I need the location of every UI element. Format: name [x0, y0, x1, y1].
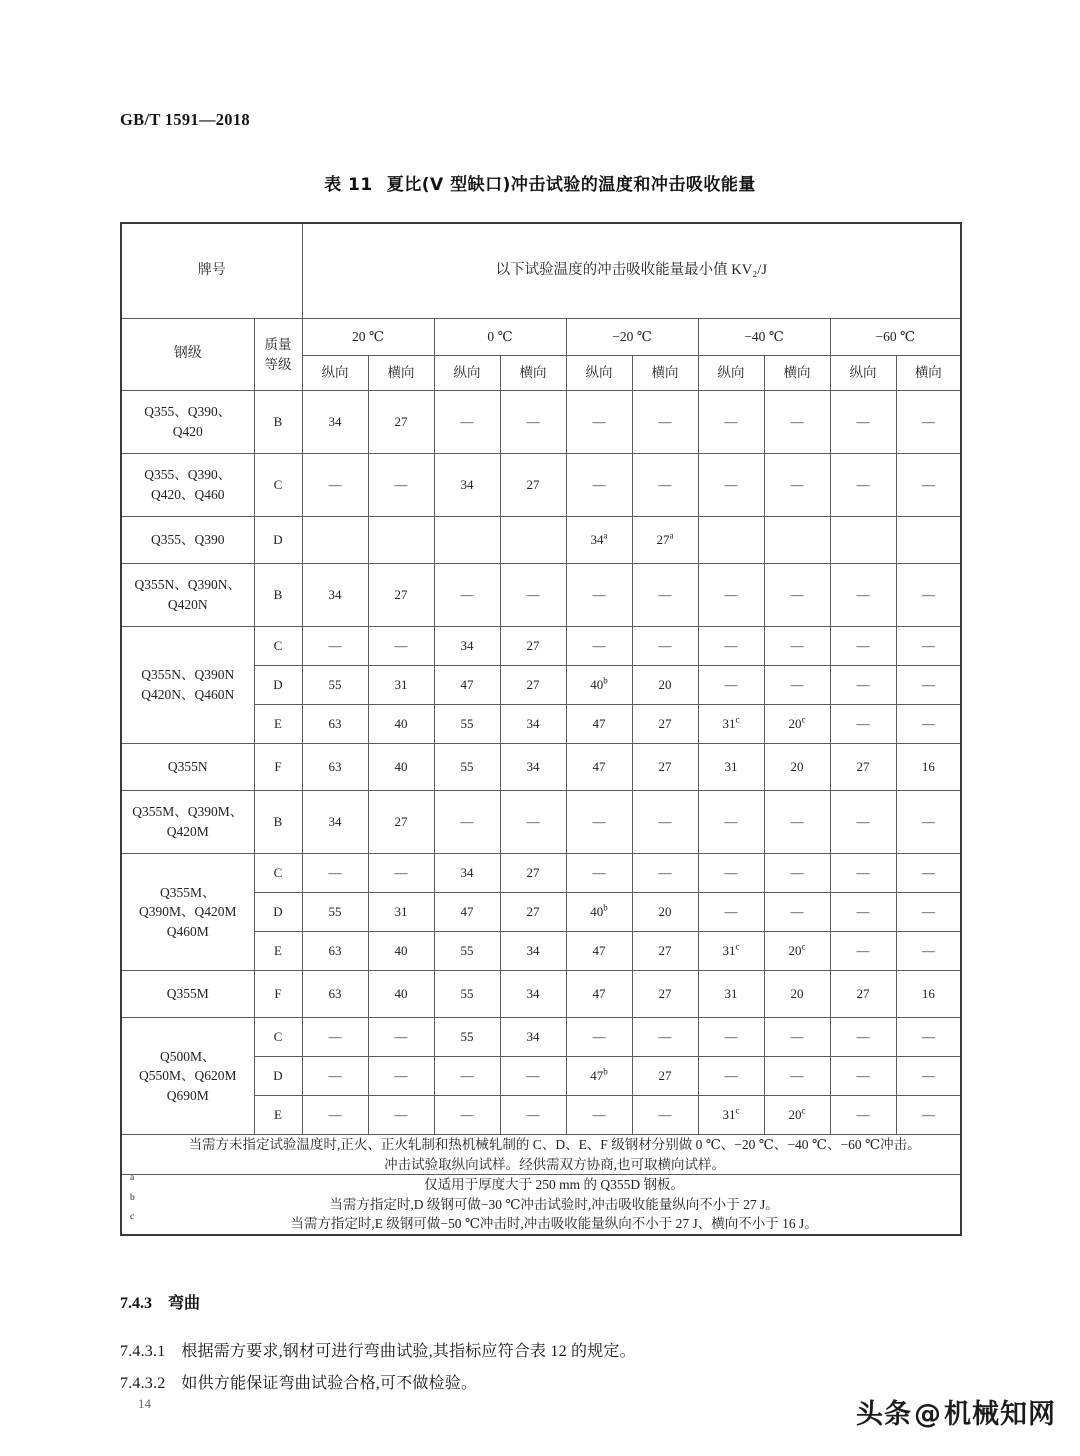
cell-value: — [830, 391, 896, 454]
cell-value: 34 [302, 791, 368, 854]
cell-value: — [896, 705, 961, 744]
header-brand: 牌号 [121, 223, 302, 319]
paragraph-7-4-3-2 [120, 1370, 477, 1393]
cell-value: — [632, 627, 698, 666]
header-temp-minus40: −40 ℃ [698, 319, 830, 356]
cell-value: 34 [434, 454, 500, 517]
cell-value: — [434, 1057, 500, 1096]
cell-value: — [896, 1096, 961, 1135]
watermark-at-symbol: @ [914, 1399, 942, 1430]
header-dir-long-m40: 纵向 [698, 356, 764, 391]
cell-value: 27 [368, 391, 434, 454]
watermark [856, 1392, 1056, 1431]
cell-value: 34 [500, 1018, 566, 1057]
cell-value: 40 [368, 932, 434, 971]
cell-value: — [698, 666, 764, 705]
cell-value: 40$^b$ [566, 666, 632, 705]
cell-value [764, 517, 830, 564]
footnote-c-mark: c [130, 1212, 135, 1223]
cell-value: — [764, 454, 830, 517]
header-dir-long-0: 纵向 [434, 356, 500, 391]
cell-value: — [632, 791, 698, 854]
cell-value: 27 [368, 791, 434, 854]
cell-value: 27 [632, 932, 698, 971]
cell-value: — [896, 627, 961, 666]
cell-value: — [434, 1096, 500, 1135]
header-temp-minus60: −60 ℃ [830, 319, 961, 356]
cell-value: 31$^c$ [698, 1096, 764, 1135]
cell-value [896, 517, 961, 564]
table-footnotes-row [121, 1175, 961, 1235]
cell-value: — [830, 1057, 896, 1096]
cell-value: — [434, 791, 500, 854]
cell-value: — [500, 791, 566, 854]
cell-value: 40$^b$ [566, 893, 632, 932]
cell-value: — [566, 854, 632, 893]
cell-brand-line: Q355N [167, 759, 208, 775]
cell-value: 31$^c$ [698, 705, 764, 744]
cell-quality-grade: B [254, 791, 302, 854]
cell-value: — [830, 791, 896, 854]
cell-value: 47 [566, 971, 632, 1018]
table-note-1: 当需方未指定试验温度时,正火、正火轧制和热机械轧制的 C、D、E、F 级钢材分别做 0 ℃、−20 ℃、−40 ℃、−60 ℃冲击。 [188, 1137, 921, 1152]
cell-value: — [302, 1057, 368, 1096]
cell-brand-line: Q420、Q460 [151, 487, 225, 502]
cell-value: 27 [500, 854, 566, 893]
cell-value: — [566, 564, 632, 627]
table-notes-row [121, 1135, 961, 1175]
cell-value: 47 [434, 666, 500, 705]
cell-value: — [830, 627, 896, 666]
cell-brand [121, 971, 254, 1018]
cell-quality-grade: F [254, 971, 302, 1018]
header-quality-level-line1: 质量 [264, 336, 292, 352]
paragraph-7-4-3-2-text: 如供方能保证弯曲试验合格,可不做检验。 [181, 1375, 478, 1392]
cell-value: — [830, 454, 896, 517]
cell-value: — [698, 854, 764, 893]
cell-brand-line: Q420N [167, 597, 208, 612]
cell-value: 63 [302, 932, 368, 971]
cell-value: — [302, 454, 368, 517]
cell-brand-line: Q390M、Q420M [138, 904, 237, 920]
standard-number: GB/T 1591—2018 [120, 110, 250, 129]
header-dir-long-m20: 纵向 [566, 356, 632, 391]
cell-value: 55 [434, 932, 500, 971]
cell-brand-line: Q420M [166, 824, 209, 839]
table-row [121, 564, 961, 627]
header-steel-grade: 钢级 [121, 319, 254, 391]
paragraph-7-4-3-1-number: 7.4.3.1 [120, 1343, 166, 1360]
cell-quality-grade: C [254, 454, 302, 517]
cell-value: — [434, 391, 500, 454]
cell-value: — [302, 1018, 368, 1057]
cell-value: — [764, 564, 830, 627]
cell-value: 40 [368, 971, 434, 1018]
cell-value: 34$^a$ [566, 517, 632, 564]
cell-value: — [830, 1018, 896, 1057]
cell-value: — [764, 627, 830, 666]
section-heading-7-4-3 [120, 1290, 200, 1313]
table-11 [120, 222, 962, 1236]
cell-brand-line: Q420N、Q460N [141, 687, 235, 702]
cell-value: 55 [434, 971, 500, 1018]
header-temp-minus20: −20 ℃ [566, 319, 698, 356]
cell-value: 34 [500, 705, 566, 744]
table-row [121, 791, 961, 854]
cell-value [698, 517, 764, 564]
cell-value: — [434, 564, 500, 627]
cell-value: 20$^c$ [764, 932, 830, 971]
cell-value: 27 [632, 705, 698, 744]
cell-value: — [368, 1018, 434, 1057]
cell-value: 27 [632, 744, 698, 791]
cell-value: — [896, 454, 961, 517]
cell-brand-line: Q355、Q390 [151, 532, 225, 548]
cell-value: 63 [302, 705, 368, 744]
cell-value: — [698, 627, 764, 666]
cell-value [500, 517, 566, 564]
cell-value: — [896, 854, 961, 893]
cell-value: — [698, 391, 764, 454]
cell-value: 63 [302, 971, 368, 1018]
cell-value: — [764, 1018, 830, 1057]
footnote-b [122, 1192, 960, 1215]
table-row [121, 391, 961, 454]
paragraph-7-4-3-2-number: 7.4.3.2 [120, 1375, 166, 1392]
cell-value: 20 [764, 744, 830, 791]
cell-value: — [764, 854, 830, 893]
cell-value [368, 517, 434, 564]
cell-quality-grade: D [254, 893, 302, 932]
cell-value: — [302, 1096, 368, 1135]
cell-value: — [566, 627, 632, 666]
cell-quality-grade: E [254, 1096, 302, 1135]
table-caption [0, 170, 1080, 195]
cell-value: — [698, 893, 764, 932]
cell-value: 20$^c$ [764, 705, 830, 744]
cell-value: — [368, 1096, 434, 1135]
cell-value: 31 [368, 893, 434, 932]
cell-value: 27 [500, 893, 566, 932]
cell-quality-grade: D [254, 517, 302, 564]
cell-value: — [632, 454, 698, 517]
header-quality-level-line2: 等级 [264, 356, 292, 372]
cell-value: — [368, 854, 434, 893]
cell-value: — [764, 666, 830, 705]
watermark-brand: 头条 [856, 1399, 912, 1430]
paragraph-7-4-3-1 [120, 1338, 636, 1361]
cell-brand [121, 627, 254, 744]
cell-value: 47 [566, 744, 632, 791]
section-heading-number: 7.4.3 [120, 1295, 152, 1312]
footnote-c-text: 当需方指定时,E 级钢可做−50 ℃冲击时,冲击吸收能量纵向不小于 27 J、横向不小于 16 J。 [290, 1216, 818, 1232]
cell-value: 34 [434, 627, 500, 666]
cell-value: 55 [302, 893, 368, 932]
table-header-row-2 [121, 319, 961, 356]
header-dir-trans-m60: 横向 [896, 356, 961, 391]
cell-value: 55 [302, 666, 368, 705]
table-row [121, 627, 961, 666]
table-caption-number: 表 11 [324, 175, 373, 195]
cell-brand-line: Q355M [166, 986, 209, 1002]
cell-brand-line: Q550M、Q620M [138, 1068, 237, 1084]
cell-value: 27 [830, 744, 896, 791]
cell-value: 31$^c$ [698, 932, 764, 971]
cell-value: — [830, 854, 896, 893]
cell-value: — [368, 454, 434, 517]
cell-value: — [764, 1057, 830, 1096]
paragraph-7-4-3-1-text: 根据需方要求,钢材可进行弯曲试验,其指标应符合表 12 的规定。 [181, 1343, 636, 1360]
document-running-header [120, 110, 250, 130]
cell-quality-grade: C [254, 627, 302, 666]
cell-value: — [500, 391, 566, 454]
cell-value: 27 [500, 627, 566, 666]
cell-value: — [500, 1057, 566, 1096]
table-note-2: 冲击试验取纵向试样。经供需双方协商,也可取横向试样。 [384, 1156, 725, 1172]
cell-brand-line: Q355M、Q390M、 [132, 804, 244, 820]
cell-value: — [566, 391, 632, 454]
cell-value: 55 [434, 705, 500, 744]
cell-value: 27 [368, 564, 434, 627]
cell-value: — [896, 893, 961, 932]
cell-value: — [698, 564, 764, 627]
cell-value: — [896, 564, 961, 627]
cell-value: — [830, 564, 896, 627]
cell-value: — [566, 1018, 632, 1057]
cell-value: — [896, 391, 961, 454]
cell-value: 34 [500, 932, 566, 971]
table-row [121, 854, 961, 893]
cell-value: — [632, 564, 698, 627]
cell-brand [121, 454, 254, 517]
cell-brand [121, 744, 254, 791]
header-dir-long-m60: 纵向 [830, 356, 896, 391]
cell-value: 27 [500, 454, 566, 517]
cell-value: 16 [896, 971, 961, 1018]
cell-brand-line: Q355、Q390、 [144, 404, 232, 420]
cell-value: — [830, 705, 896, 744]
table-header-row-1 [121, 223, 961, 319]
cell-value: — [500, 564, 566, 627]
header-quality-level [254, 319, 302, 391]
cell-value: — [302, 627, 368, 666]
cell-brand-line: Q355N、Q390N [141, 667, 235, 683]
header-spanner-energy: 以下试验温度的冲击吸收能量最小值 KV₂/J [302, 223, 961, 319]
footnote-b-mark: b [130, 1192, 135, 1203]
cell-value: — [566, 454, 632, 517]
cell-value: — [632, 854, 698, 893]
cell-value: — [830, 666, 896, 705]
cell-quality-grade: E [254, 705, 302, 744]
footnote-c [122, 1214, 960, 1234]
cell-brand [121, 791, 254, 854]
cell-value: — [896, 666, 961, 705]
cell-brand [121, 564, 254, 627]
cell-value: — [896, 1057, 961, 1096]
cell-value: 20$^c$ [764, 1096, 830, 1135]
cell-value: 34 [302, 391, 368, 454]
cell-quality-grade: D [254, 1057, 302, 1096]
cell-value: — [698, 791, 764, 854]
cell-value: — [830, 932, 896, 971]
footnote-b-text: 当需方指定时,D 级钢可做−30 ℃冲击试验时,冲击吸收能量纵向不小于 27 J。 [329, 1196, 779, 1212]
cell-value: 34 [500, 971, 566, 1018]
cell-brand [121, 1018, 254, 1135]
cell-value: — [368, 1057, 434, 1096]
cell-brand-line: Q355N、Q390N、 [134, 577, 241, 593]
cell-brand-line: Q500M、 [159, 1048, 216, 1064]
cell-value: 55 [434, 744, 500, 791]
cell-value: — [632, 1096, 698, 1135]
cell-quality-grade: F [254, 744, 302, 791]
cell-value: 47 [566, 705, 632, 744]
cell-value: 16 [896, 744, 961, 791]
cell-value: 27 [830, 971, 896, 1018]
cell-value: — [896, 791, 961, 854]
cell-value: — [764, 791, 830, 854]
page-number: 14 [138, 1396, 151, 1411]
cell-value: — [632, 1018, 698, 1057]
cell-value: 27$^a$ [632, 517, 698, 564]
cell-value: 47$^b$ [566, 1057, 632, 1096]
cell-value [434, 517, 500, 564]
table-footnotes [121, 1175, 961, 1235]
cell-value: — [302, 854, 368, 893]
header-temp-20: 20 ℃ [302, 319, 434, 356]
cell-brand [121, 517, 254, 564]
cell-value: 40 [368, 705, 434, 744]
header-dir-trans-0: 横向 [500, 356, 566, 391]
cell-value: 40 [368, 744, 434, 791]
cell-quality-grade: C [254, 1018, 302, 1057]
cell-value: 27 [500, 666, 566, 705]
header-dir-trans-20: 横向 [368, 356, 434, 391]
cell-quality-grade: B [254, 564, 302, 627]
cell-value: — [698, 454, 764, 517]
table-row [121, 517, 961, 564]
cell-value: 63 [302, 744, 368, 791]
cell-brand-line: Q355、Q390、 [144, 467, 232, 483]
cell-brand-line: Q420 [172, 424, 203, 439]
cell-value: — [368, 627, 434, 666]
cell-value: 47 [566, 932, 632, 971]
cell-brand-line: Q460M [166, 923, 209, 939]
table-row [121, 971, 961, 1018]
cell-value: 20 [632, 893, 698, 932]
cell-value [830, 517, 896, 564]
header-dir-trans-m20: 横向 [632, 356, 698, 391]
cell-value: 27 [632, 1057, 698, 1096]
cell-value: — [698, 1018, 764, 1057]
table-11-wrapper [120, 222, 960, 1236]
cell-value: 31 [698, 971, 764, 1018]
header-temp-0: 0 ℃ [434, 319, 566, 356]
cell-value [302, 517, 368, 564]
cell-value: — [500, 1096, 566, 1135]
cell-value: — [830, 1096, 896, 1135]
cell-quality-grade: E [254, 932, 302, 971]
cell-value: 20 [632, 666, 698, 705]
cell-value: — [632, 391, 698, 454]
table-row [121, 454, 961, 517]
cell-value: 55 [434, 1018, 500, 1057]
cell-value: 47 [434, 893, 500, 932]
cell-value: — [896, 932, 961, 971]
cell-value: — [764, 391, 830, 454]
watermark-account: 机械知网 [944, 1399, 1056, 1430]
cell-value: — [830, 893, 896, 932]
cell-brand-line: Q690M [166, 1087, 209, 1103]
cell-brand-line: Q355M、 [159, 884, 216, 900]
cell-value: 31 [368, 666, 434, 705]
cell-quality-grade: C [254, 854, 302, 893]
section-heading-title: 弯曲 [168, 1293, 201, 1312]
cell-value: — [698, 1057, 764, 1096]
footnote-a-text: 仅适用于厚度大于 250 mm 的 Q355D 钢板。 [424, 1177, 684, 1193]
table-row [121, 744, 961, 791]
cell-value: — [566, 1096, 632, 1135]
footnote-a [122, 1175, 960, 1195]
cell-value: 20 [764, 971, 830, 1018]
cell-value: — [764, 893, 830, 932]
cell-value: 34 [302, 564, 368, 627]
header-dir-long-20: 纵向 [302, 356, 368, 391]
table-notes [121, 1135, 961, 1175]
table-caption-title: 夏比(V 型缺口)冲击试验的温度和冲击吸收能量 [386, 175, 756, 195]
cell-value: 34 [500, 744, 566, 791]
cell-value: 27 [632, 971, 698, 1018]
cell-value: — [896, 1018, 961, 1057]
cell-value: — [566, 791, 632, 854]
table-11-body [121, 223, 961, 1235]
footnote-a-mark: a [130, 1173, 135, 1184]
cell-quality-grade: B [254, 391, 302, 454]
cell-value: 34 [434, 854, 500, 893]
cell-brand [121, 854, 254, 971]
cell-quality-grade: D [254, 666, 302, 705]
table-row [121, 1018, 961, 1057]
cell-value: 31 [698, 744, 764, 791]
cell-brand [121, 391, 254, 454]
header-dir-trans-m40: 横向 [764, 356, 830, 391]
